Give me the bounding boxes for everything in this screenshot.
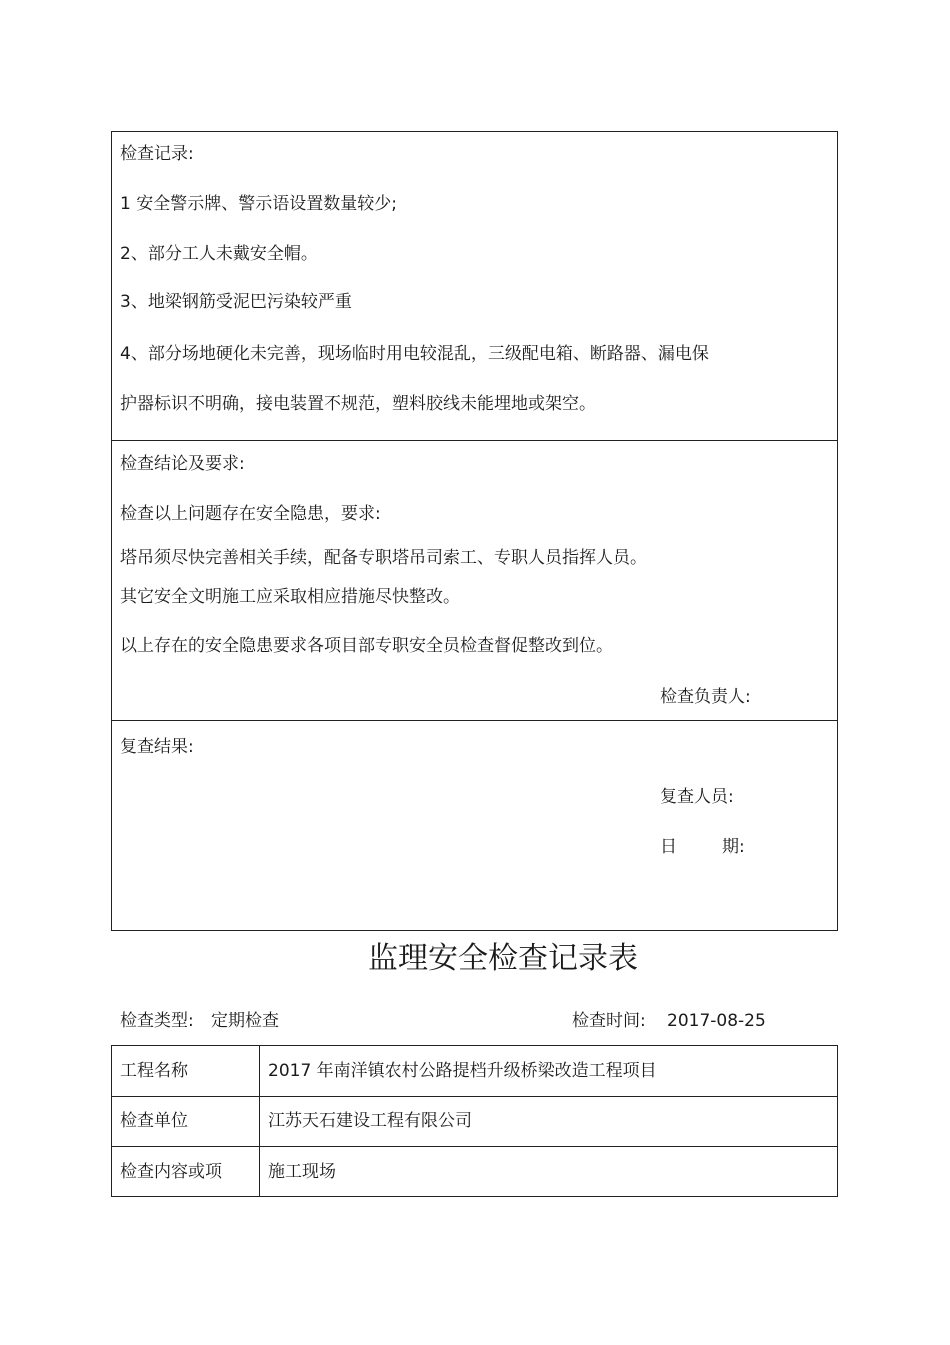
conclusion-divider xyxy=(111,720,838,721)
record-item: 护器标识不明确，接电装置不规范，塑料胶线未能埋地或架空。 xyxy=(120,394,596,414)
table-row-divider xyxy=(111,1096,838,1097)
table-row-label-inspection-content: 检查内容或项 xyxy=(120,1162,222,1182)
record-item: 4、部分场地硬化未完善，现场临时用电较混乱，三级配电箱、断路器、漏电保 xyxy=(120,344,709,364)
table-row-value-inspection-content: 施工现场 xyxy=(268,1162,336,1182)
conclusion-section-label: 检查结论及要求: xyxy=(120,454,245,474)
table-row-label-project-name: 工程名称 xyxy=(120,1061,188,1081)
reviewer-label: 复查人员: xyxy=(660,787,734,807)
table-row-label-inspected-unit: 检查单位 xyxy=(120,1111,188,1131)
inspection-time-label: 检查时间: xyxy=(572,1011,646,1031)
review-section-label: 复查结果: xyxy=(120,737,194,757)
inspection-type-value: 定期检查 xyxy=(211,1011,279,1031)
table-row-divider xyxy=(111,1146,838,1147)
inspector-signature-label: 检查负责人: xyxy=(660,687,751,707)
record-item: 3、地梁钢筋受泥巴污染较严重 xyxy=(120,292,352,312)
conclusion-line: 以上存在的安全隐患要求各项目部专职安全员检查督促整改到位。 xyxy=(120,636,613,656)
conclusion-line: 检查以上问题存在安全隐患，要求: xyxy=(120,504,381,524)
record-item: 1 安全警示牌、警示语设置数量较少; xyxy=(120,194,397,214)
table-row-value-project-name: 2017 年南洋镇农村公路提档升级桥梁改造工程项目 xyxy=(268,1061,657,1081)
record-divider xyxy=(111,440,838,441)
inspection-time-value: 2017-08-25 xyxy=(667,1011,766,1031)
record-section-label: 检查记录: xyxy=(120,144,194,164)
form-title: 监理安全检查记录表 xyxy=(368,941,638,976)
review-date-label-char2: 期: xyxy=(722,837,745,857)
review-date-label-char1: 日 xyxy=(660,837,677,857)
table-column-divider xyxy=(259,1045,260,1197)
conclusion-line: 其它安全文明施工应采取相应措施尽快整改。 xyxy=(120,587,460,607)
conclusion-line: 塔吊须尽快完善相关手续，配备专职塔吊司索工、专职人员指挥人员。 xyxy=(120,548,647,568)
inspection-type-label: 检查类型: xyxy=(120,1011,194,1031)
record-item: 2、部分工人未戴安全帽。 xyxy=(120,244,318,264)
table-row-value-inspected-unit: 江苏天石建设工程有限公司 xyxy=(268,1111,472,1131)
